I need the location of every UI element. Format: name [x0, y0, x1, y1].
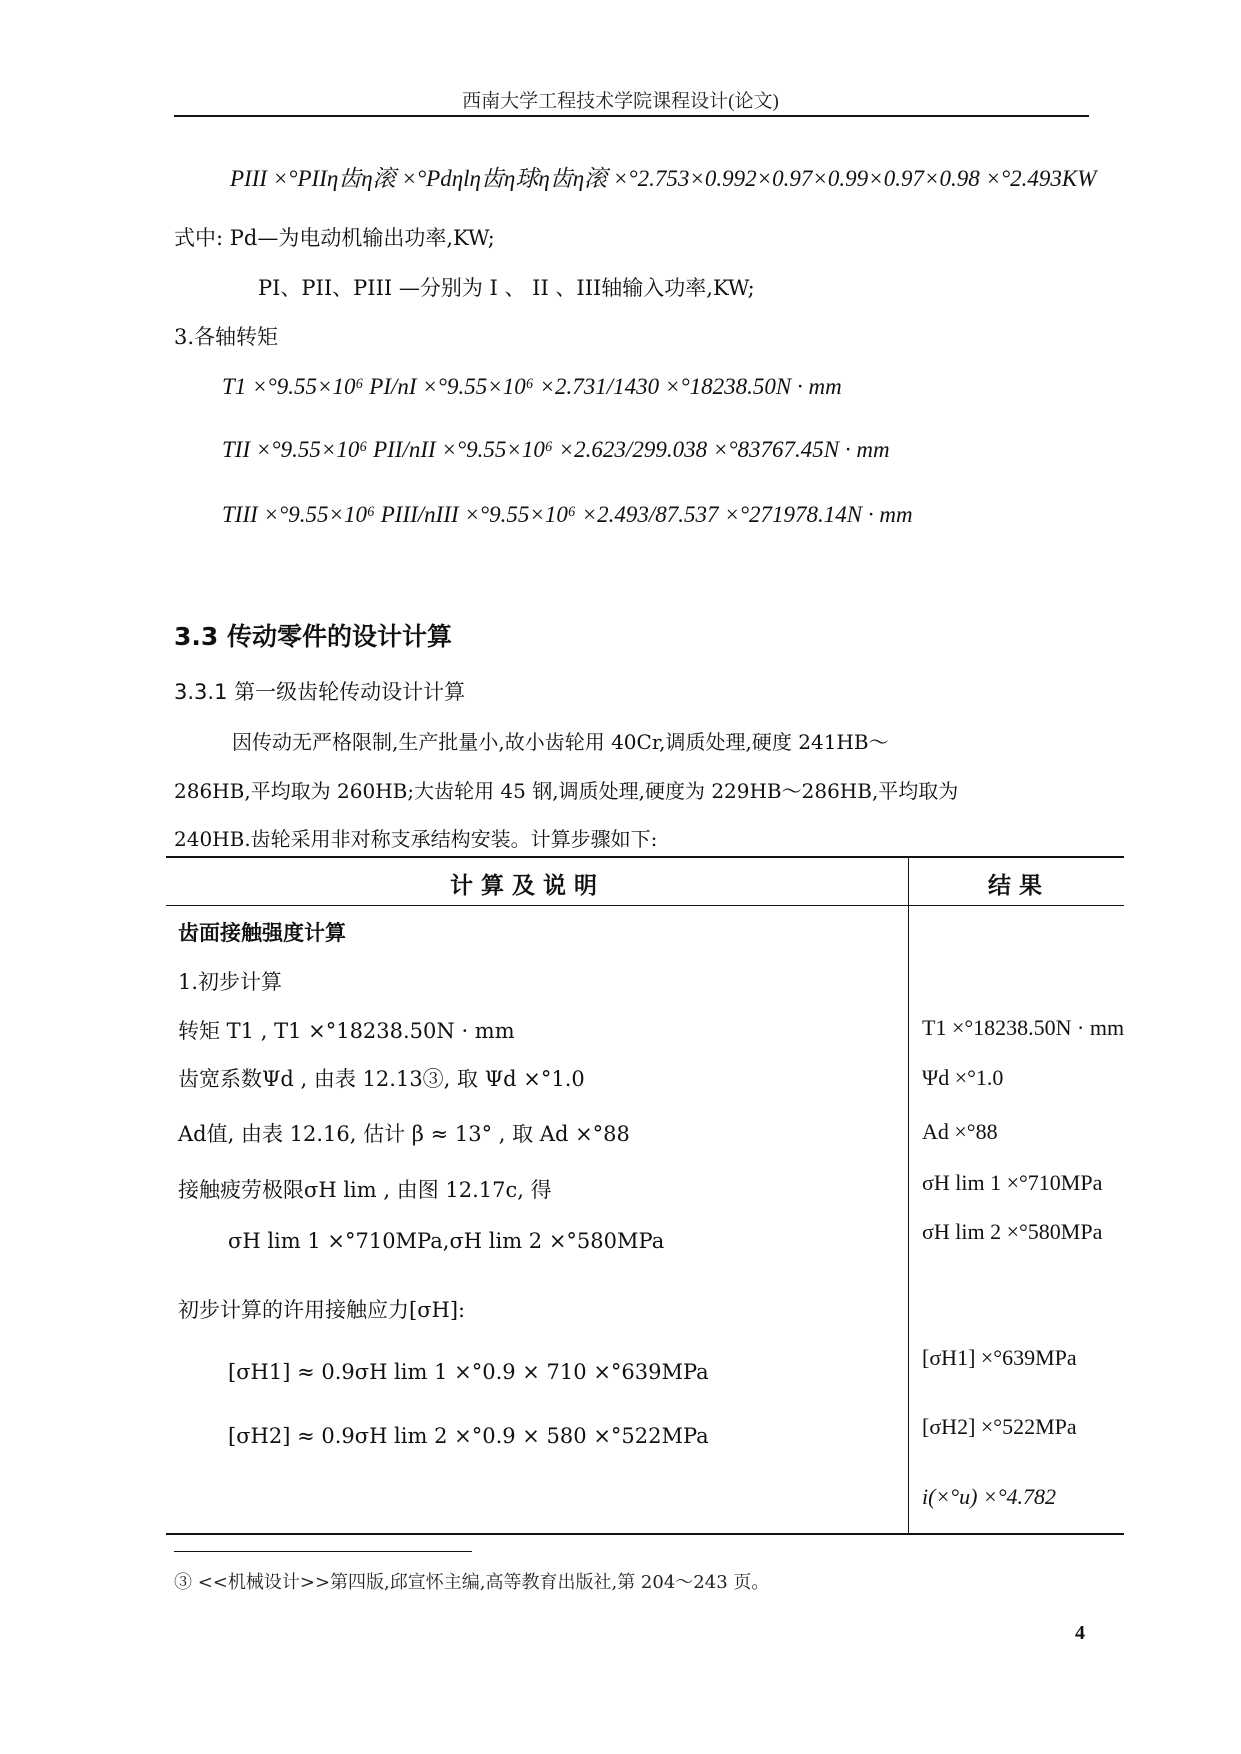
table-row: 初步计算的许用接触应力[σH]:	[178, 1298, 466, 1322]
result-sigma-h2: [σH2] ×°522MPa	[922, 1414, 1077, 1439]
result-sigma-hlim1: σH lim 1 ×°710MPa	[922, 1170, 1103, 1195]
shaft-power-definition: PI、PII、PIII —分别为 I 、 II 、III轴输入功率,KW;	[258, 276, 755, 300]
where-line: 式中: Pd—为电动机输出功率,KW;	[174, 226, 495, 250]
table-row: [σH1] ≈ 0.9σH lim 1 ×°0.9 × 710 ×°639MPa	[228, 1360, 709, 1384]
table-row: σH lim 1 ×°710MPa,σH lim 2 ×°580MPa	[228, 1229, 665, 1253]
table-column-divider	[908, 857, 909, 1534]
torque-t3-formula: TIII ×°9.55×10⁶ PIII/nIII ×°9.55×10⁶ ×2.493/87.537 ×°271978.14N · mm	[222, 502, 913, 527]
result-torque: T1 ×°18238.50N · mm	[922, 1015, 1125, 1040]
table-row: Ad值, 由表 12.16, 估计 β ≈ 13° , 取 Ad ×°88	[178, 1122, 630, 1146]
table-row: 1.初步计算	[178, 970, 283, 994]
result-sigma-h1: [σH1] ×°639MPa	[922, 1345, 1077, 1370]
table-row: 接触疲劳极限σH lim , 由图 12.17c, 得	[178, 1178, 552, 1202]
torque-heading: 3.各轴转矩	[174, 325, 279, 349]
p3-formula: PIII ×°PIIη齿η滚 ×°Pdηlη齿η球η齿η滚 ×°2.753×0.992×0.97×0.99×0.97×0.98 ×°2.493KW	[230, 166, 1097, 191]
paragraph-line-1: 因传动无严格限制,生产批量小,故小齿轮用 40Cr,调质处理,硬度 241HB～	[232, 730, 889, 754]
table-row: 转矩 T1 , T1 ×°18238.50N · mm	[178, 1019, 515, 1043]
torque-t1-formula: T1 ×°9.55×10⁶ PI/nI ×°9.55×10⁶ ×2.731/1430 ×°18238.50N · mm	[222, 374, 842, 399]
result-ad: Ad ×°88	[922, 1119, 998, 1144]
table-header-rule	[166, 905, 1124, 906]
header-divider	[174, 115, 1089, 117]
table-header-calc: 计算及说明	[450, 873, 605, 899]
page-number: 4	[1075, 1622, 1085, 1644]
table-row: 齿面接触强度计算	[178, 921, 346, 945]
paragraph-line-3: 240HB.齿轮采用非对称支承结构安装。计算步骤如下:	[174, 827, 658, 851]
subsection-heading: 3.3.1 第一级齿轮传动设计计算	[174, 680, 466, 704]
section-heading: 3.3 传动零件的设计计算	[174, 622, 452, 651]
table-row: 齿宽系数Ψd , 由表 12.13③, 取 Ψd ×°1.0	[178, 1067, 585, 1091]
result-width-factor: Ψd ×°1.0	[922, 1065, 1004, 1090]
torque-t2-formula: TII ×°9.55×10⁶ PII/nII ×°9.55×10⁶ ×2.623/299.038 ×°83767.45N · mm	[222, 437, 890, 462]
table-top-rule	[166, 856, 1124, 858]
page-header-title: 西南大学工程技术学院课程设计(论文)	[462, 91, 779, 112]
table-bottom-rule	[166, 1533, 1124, 1535]
result-sigma-hlim2: σH lim 2 ×°580MPa	[922, 1219, 1103, 1244]
paragraph-line-2: 286HB,平均取为 260HB;大齿轮用 45 钢,调质处理,硬度为 229HB～286HB,平均取为	[174, 779, 959, 803]
result-gear-ratio: i(×°u) ×°4.782	[922, 1484, 1057, 1509]
table-header-result: 结果	[988, 873, 1050, 899]
footnote-text: ③ <<机械设计>>第四版,邱宣怀主编,高等教育出版社,第 204～243 页。	[174, 1572, 770, 1593]
footnote-divider	[174, 1551, 472, 1552]
table-row: [σH2] ≈ 0.9σH lim 2 ×°0.9 × 580 ×°522MPa	[228, 1424, 709, 1448]
